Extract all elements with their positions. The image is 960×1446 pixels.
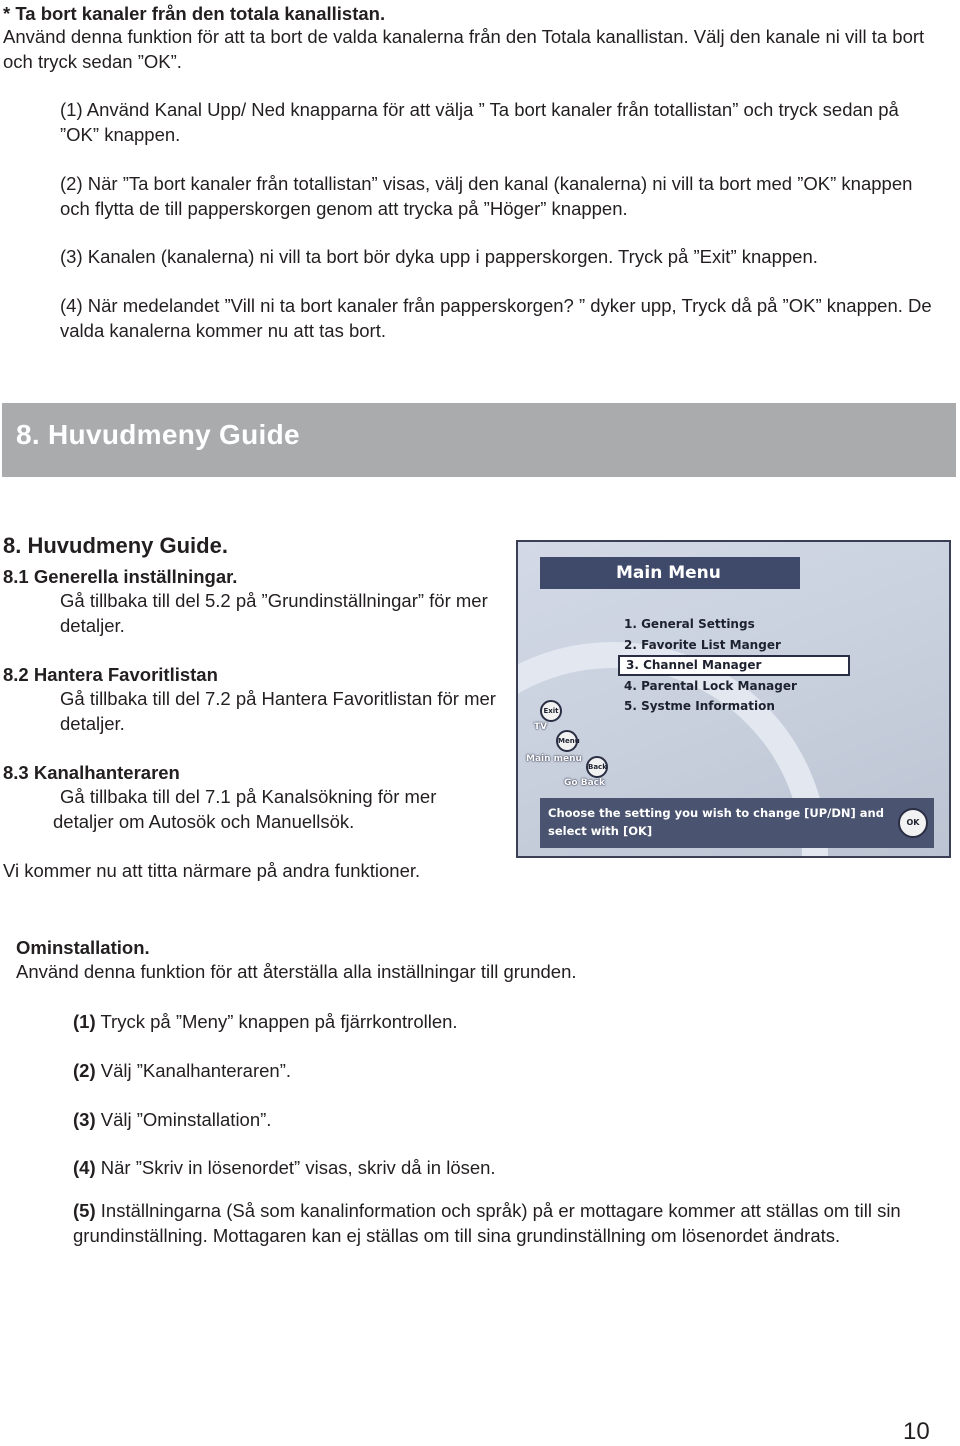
main-menu-screenshot [516, 540, 951, 858]
menu-item-general-settings[interactable]: 1. General Settings [624, 617, 755, 631]
banner-title: 8. Huvudmeny Guide [16, 419, 300, 450]
reset-step-text: När ”Skriv in lösenordet” visas, skriv då in lösen. [100, 1157, 496, 1178]
menu-item-parental-lock[interactable]: 4. Parental Lock Manager [624, 678, 797, 693]
menu-hint-bar: Choose the setting you wish to change [UP/DN] and select with [OK] [540, 798, 934, 848]
reset-step-number: (1) [73, 1011, 96, 1032]
exit-button-label: TV [534, 722, 548, 732]
reset-step-1 [73, 1010, 953, 1035]
menu-list [618, 614, 850, 717]
remove-step-1: (1) Använd Kanal Upp/ Ned knapparna för att välja ” Ta bort kanaler från totallistan” och tryck sedan på ”OK” knappen. [60, 99, 899, 145]
section-8-3-body: Gå tillbaka till del 7.1 på Kanalsökning för mer detaljer om Autosök och Manuellsök. [53, 786, 437, 832]
remove-step-3: (3) Kanalen (kanalerna) ni vill ta bort bör dyka upp i papperskorgen. Tryck på ”Exit” knappen. [60, 246, 818, 267]
reset-step-number: (3) [73, 1109, 96, 1130]
reset-step-3 [73, 1108, 953, 1133]
section-8-2-heading: 8.2 Hantera Favoritlistan [3, 664, 218, 685]
guide-heading: 8. Huvudmeny Guide. [3, 533, 228, 558]
reset-intro: Använd denna funktion för att återställa alla inställningar till grunden. [16, 961, 577, 982]
menu-item-system-information[interactable]: 5. Systme Information [624, 699, 775, 713]
section-8-1-body: Gå tillbaka till del 5.2 på ”Grundinställningar” för mer detaljer. [60, 590, 488, 636]
page-number: 10 [903, 1418, 930, 1445]
menu-button-label: Main menu [526, 754, 582, 764]
menu-button-icon: Menu [556, 730, 578, 752]
section-banner [2, 403, 956, 477]
reset-step-text: Välj ”Ominstallation”. [100, 1109, 272, 1130]
section-8-1-heading: 8.1 Generella inställningar. [3, 566, 238, 587]
remove-step-4: (4) När medelandet ”Vill ni ta bort kanaler från papperskorgen? ” dyker upp, Tryck då på ”OK” knappen. De valda kanalerna kommer nu att tas bort. [60, 295, 932, 341]
reset-step-4 [73, 1156, 953, 1181]
reset-step-number: (2) [73, 1060, 96, 1081]
menu-item-channel-manager[interactable]: 3. Channel Manager [618, 655, 850, 676]
back-button-label: Go Back [564, 778, 605, 788]
guide-closing: Vi kommer nu att titta närmare på andra funktioner. [3, 860, 421, 881]
remove-channels-intro: Använd denna funktion för att ta bort de valda kanalerna från den Totala kanallistan. Välj den kanale ni vill ta bort och tryck sedan ”OK”. [3, 26, 925, 72]
menu-item-favorite-list[interactable]: 2. Favorite List Manger [624, 637, 781, 652]
reset-step-number: (4) [73, 1157, 96, 1178]
reset-step-5 [73, 1199, 953, 1248]
section-title-remove-channels: * Ta bort kanaler från den totala kanallistan. [3, 3, 386, 24]
section-8-2-body: Gå tillbaka till del 7.2 på Hantera Favoritlistan för mer detaljer. [60, 688, 496, 734]
back-button-icon: Back [586, 756, 608, 778]
reset-step-text: Välj ”Kanalhanteraren”. [100, 1060, 292, 1081]
ok-button-icon: OK [898, 808, 928, 838]
reset-heading: Ominstallation. [16, 937, 150, 958]
reset-step-2 [73, 1059, 953, 1084]
reset-step-number: (5) [73, 1200, 96, 1221]
remove-step-2: (2) När ”Ta bort kanaler från totallistan” visas, välj den kanal (kanalerna) ni vill ta bort med ”OK” knappen och flytta de till papperskorgen genom att trycka på ”Höger” knappen. [60, 173, 913, 219]
exit-button-icon: Exit [540, 700, 562, 722]
section-8-3-heading: 8.3 Kanalhanteraren [3, 762, 180, 783]
reset-step-text: Tryck på ”Meny” knappen på fjärrkontrollen. [100, 1011, 458, 1032]
menu-title: Main Menu [540, 557, 800, 589]
reset-step-text: Inställningarna (Så som kanalinformation och språk) på er mottagare kommer att ställas om till sin grundinställning. Mottagaren kan ej ställas om till sina grundinställning om lösenordet ändrats. [73, 1200, 901, 1246]
